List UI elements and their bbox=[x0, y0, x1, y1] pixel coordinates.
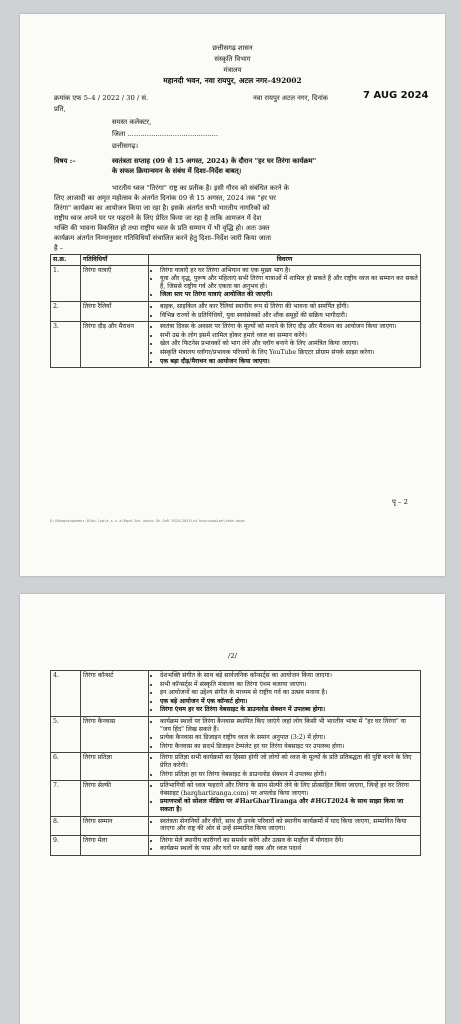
detail-item: • स्वतंत्रा दिवस के अवसर पर तिरंगा के मूल्यों को मनाने के लिए दौड़ और मैराथन का आयोजन किया जाएगा। bbox=[160, 323, 418, 331]
row-details bbox=[149, 716, 421, 752]
table-row bbox=[51, 816, 421, 835]
prati-label: प्रति, bbox=[54, 105, 66, 113]
column-header-activity: गतिविधियाँ bbox=[81, 255, 149, 266]
row-number: 3. bbox=[51, 322, 81, 368]
body-line-1: भारतीय ध्वज "तिरंगा" राष्ट्र का प्रतीक है। इसी गौरव को संबंधित करने के bbox=[112, 184, 289, 192]
subject-line-1: स्वतंत्रता सप्ताह (09 से 15 अगस्त, 2024) के दौरान "हर घर तिरंगा कार्यक्रम" bbox=[112, 157, 317, 165]
detail-item: • तिरंगा प्रतिज्ञा सभी कार्यक्रमों का हिस्सा होगी जो लोगों को ध्वज के मूल्यों के प्रति प्रतिबद्धता की पुष्टि करने के लिए प्रेरित करेगी। bbox=[160, 754, 418, 769]
subject-label: विषय :– bbox=[54, 157, 76, 165]
detail-item: • तिरंगा यात्राएँ हर घर तिरंगा अभियान का एक मुख्य भाग है। bbox=[160, 267, 418, 275]
body-line-4: राष्ट्रीय ध्वज अपने घर पर फहराने के लिए प्रेरित किया जा रहा है ताकि आमजन में देश bbox=[54, 214, 262, 222]
header-address: महानदी भवन, नवा रायपुर, अटल नगर–492002 bbox=[163, 76, 302, 85]
detail-item: • एक बड़ा दौड़/मैराथन का आयोजन किया जाएगा। bbox=[160, 358, 418, 366]
detail-item: • कार्यक्रम स्थलों पर तिरंगा कैनवास स्थापित किए जाएंगे जहां लोग किसी भी भारतीय भाषा में "हर घर तिरंगा" या "जय हिंद" लिख सकते हैं। bbox=[160, 718, 418, 733]
table-row bbox=[51, 265, 421, 301]
column-header-serial: स.क्र. bbox=[51, 255, 81, 266]
table-row bbox=[51, 322, 421, 368]
document-page-2 bbox=[20, 594, 445, 1024]
row-activity: तिरंगा यात्राएँ bbox=[81, 265, 149, 301]
row-activity: तिरंगा सेल्फी bbox=[81, 781, 149, 816]
row-number: 5. bbox=[51, 716, 81, 752]
row-details bbox=[149, 816, 421, 835]
detail-item: • प्रतिभागियों को ध्वज फहराने और तिरंगा के साथ सेल्फी लेने के लिए प्रोत्साहित किया जाएगा, जिन्हें हर घर तिरंगा वेबसाइट (harghartiranga.com) पर अपलोड किया जाएगा। bbox=[160, 782, 418, 797]
row-details bbox=[149, 835, 421, 855]
table-row bbox=[51, 671, 421, 717]
table-row bbox=[51, 753, 421, 781]
recipient-line-1: समस्त कलेक्टर, bbox=[112, 118, 152, 126]
recipient-line-3: छत्तीसगढ़। bbox=[112, 142, 139, 150]
detail-item: • सभी कॉन्सर्ट्स में संस्कृति मंत्रालय का तिरंगा एंथम बजाया जाएगा। bbox=[160, 681, 418, 689]
document-page-1 bbox=[20, 14, 445, 576]
detail-item: • बाइक, साइकिल और कार रैलियां स्थानीय रूप से तिरंगा की भावना को समर्पित होंगी। bbox=[160, 303, 418, 311]
place-date-label: नवा रायपुर अटल नगर, दिनांक bbox=[253, 94, 328, 102]
table-header-row bbox=[51, 255, 421, 266]
body-line-3: तिरंगा" कार्यक्रम का आयोजन किया जा रहा है। इसके अंतर्गत सभी भारतीय नागरिकों को bbox=[54, 204, 270, 212]
detail-item: • प्रत्येक कैनवास का डिजाइन राष्ट्रीय ध्वज के समान अनुपात (3:2) में होगा। bbox=[160, 734, 418, 742]
detail-item: • तिरंगा प्रतिज्ञा हर घर तिरंगा वेबसाइट के डाउनलोड सेक्शन में उपलब्ध होगी। bbox=[160, 771, 418, 779]
row-details bbox=[149, 671, 421, 717]
detail-item: • एक बड़े आयोजन में एक कॉन्सर्ट होगा। bbox=[160, 698, 418, 706]
subject-line-2: के सफल क्रियान्वयन के संबंध में दिशा–निर्देश बाबत्। bbox=[112, 167, 242, 175]
row-number: 4. bbox=[51, 671, 81, 717]
footer-file-path: D:\Bhagtoopodeer-8\Kw.lop\a.s.s.a\Bqzd-5ai dooov-5h,SaR 2024\2024\s4 bourswaaiee\tdbs.dooe bbox=[50, 519, 245, 523]
table-row bbox=[51, 835, 421, 855]
header-ministry: मंत्रालय bbox=[223, 66, 242, 74]
table-row bbox=[51, 301, 421, 321]
row-details bbox=[149, 322, 421, 368]
row-details bbox=[149, 753, 421, 781]
body-line-5: भक्ति की भावना विकसित हो तथा राष्ट्रीय ध्वज के प्रति सम्मान में भी वृद्धि हो। अतः उक्त bbox=[54, 224, 270, 232]
row-activity: तिरंगा कॉन्सर्ट bbox=[81, 671, 149, 717]
body-line-2: लिए आजादी का अमृत महोत्सव के अंतर्गत दिनांक 09 से 15 अगस्त, 2024 तक "हर घर bbox=[54, 194, 276, 202]
detail-item: • युवा और वृद्ध, पुरूष और महिलाएं सभी तिरंगा यात्राओं में शामिल हो सकते हैं और राष्ट्रीय ध्वज का सम्मान कर सकते हैं, जिससे राष्ट्रीय गर्व और एकता का अनुभव हो। bbox=[160, 275, 418, 290]
row-number: 9. bbox=[51, 835, 81, 855]
row-activity: तिरंगा दौड़ और मैराथन bbox=[81, 322, 149, 368]
row-details bbox=[149, 781, 421, 816]
reference-number: क्रमांक एफ 5–4 / 2022 / 30 / सं. bbox=[54, 94, 149, 102]
detail-item: • कार्यक्रम स्थलों के पास और घरों पर खादी वस्त्र और ध्वज पदार्थ bbox=[160, 845, 418, 853]
row-number: 8. bbox=[51, 816, 81, 835]
row-activity: तिरंगा रैलियाँ bbox=[81, 301, 149, 321]
detail-item: • तिरंगा एंथम हर घर तिरंगा वेबसाइट के डाउनलोड सेक्शन में उपलब्ध होगा। bbox=[160, 706, 418, 714]
page-continue-marker: पृ – 2 bbox=[392, 498, 408, 506]
activity-table-page-1 bbox=[50, 254, 421, 368]
row-number: 1. bbox=[51, 265, 81, 301]
table-row bbox=[51, 781, 421, 816]
detail-item: • तिरंगा मेले स्थानीय कारीगरों का समर्थन करेंगे और उत्सव के माहौल में योगदान देंगे। bbox=[160, 837, 418, 845]
activity-table-page-2 bbox=[50, 670, 421, 856]
header-govt: छत्तीसगढ़ शासन bbox=[212, 44, 253, 52]
detail-item: • स्वतंत्रता सेनानियों और वीरों, साथ ही उनके परिवारों को स्थानीय कार्यक्रमों में याद किया जाएगा, सम्मानित किया जाएगा और राष्ट्र की ओर से उन्हें सम्मानित किया जाएगा। bbox=[160, 818, 418, 833]
row-details bbox=[149, 301, 421, 321]
row-activity: तिरंगा सम्मान bbox=[81, 816, 149, 835]
row-details bbox=[149, 265, 421, 301]
row-activity: तिरंगा प्रतिज्ञा bbox=[81, 753, 149, 781]
row-number: 7. bbox=[51, 781, 81, 816]
detail-item: • सभी उम्र के लोग इसमें शामिल होकर हमारे ध्वज का सम्मान करेंगे। bbox=[160, 332, 418, 340]
detail-item: • संस्कृति मंत्रालय व्लॉगर/प्रभावक परिचयों के लिए YouTube क्रिएटर प्रोग्राम संपर्क साझा करेगा। bbox=[160, 349, 418, 357]
row-activity: तिरंगा कैनवास bbox=[81, 716, 149, 752]
recipient-line-2: जिला .......................................... bbox=[112, 130, 219, 138]
row-number: 2. bbox=[51, 301, 81, 321]
detail-item: • इन आयोजनों का उद्देश्य संगीत के माध्यम से राष्ट्रीय गर्व का उत्सव मनाना है। bbox=[160, 689, 418, 697]
detail-item: • विभिन्न राज्यों के प्रतिनिधियों, युवा स्वयंसेवकों और शौक समूहों की सक्रिय भागीदारी। bbox=[160, 312, 418, 320]
table-row bbox=[51, 716, 421, 752]
row-number: 6. bbox=[51, 753, 81, 781]
detail-item: • खेल और फिटनेस प्रभावकों को भाग लेने और व्लॉग बनाने के लिए आमंत्रित किया जाएगा। bbox=[160, 340, 418, 348]
body-line-6: कार्यक्रम अंतर्गत निम्नानुसार गतिविधियाँ संचालित करने हेतु दिशा–निर्देश जारी किया जाता bbox=[54, 234, 272, 242]
header-dept: संस्कृति विभाग bbox=[214, 55, 251, 63]
body-line-7: है – bbox=[54, 244, 64, 252]
column-header-details: विवरण bbox=[149, 255, 421, 266]
page-number: /2/ bbox=[228, 652, 237, 660]
detail-item: • तिरंगा कैनवास का सदर्भ डिजाइन टेम्पलेट हर घर तिरंगा वेबसाइट पर उपलब्ध होगा। bbox=[160, 743, 418, 751]
detail-item: • जिला स्तर पर तिरंगा यात्राएं आयोजित की जाएगी। bbox=[160, 291, 418, 299]
row-activity: तिरंगा मेला bbox=[81, 835, 149, 855]
detail-item: • देशभक्ति संगीत के साथ बड़े सार्वजनिक कॉन्सर्ट्स का आयोजन किया जाएगा। bbox=[160, 672, 418, 680]
detail-item: • प्रमाणपत्रों को सोशल मीडिया पर #HarGharTiranga और #HGT2024 के साथ साझा किया जा सकता है। bbox=[160, 798, 418, 813]
date-stamp: 7 AUG 2024 bbox=[363, 90, 429, 101]
